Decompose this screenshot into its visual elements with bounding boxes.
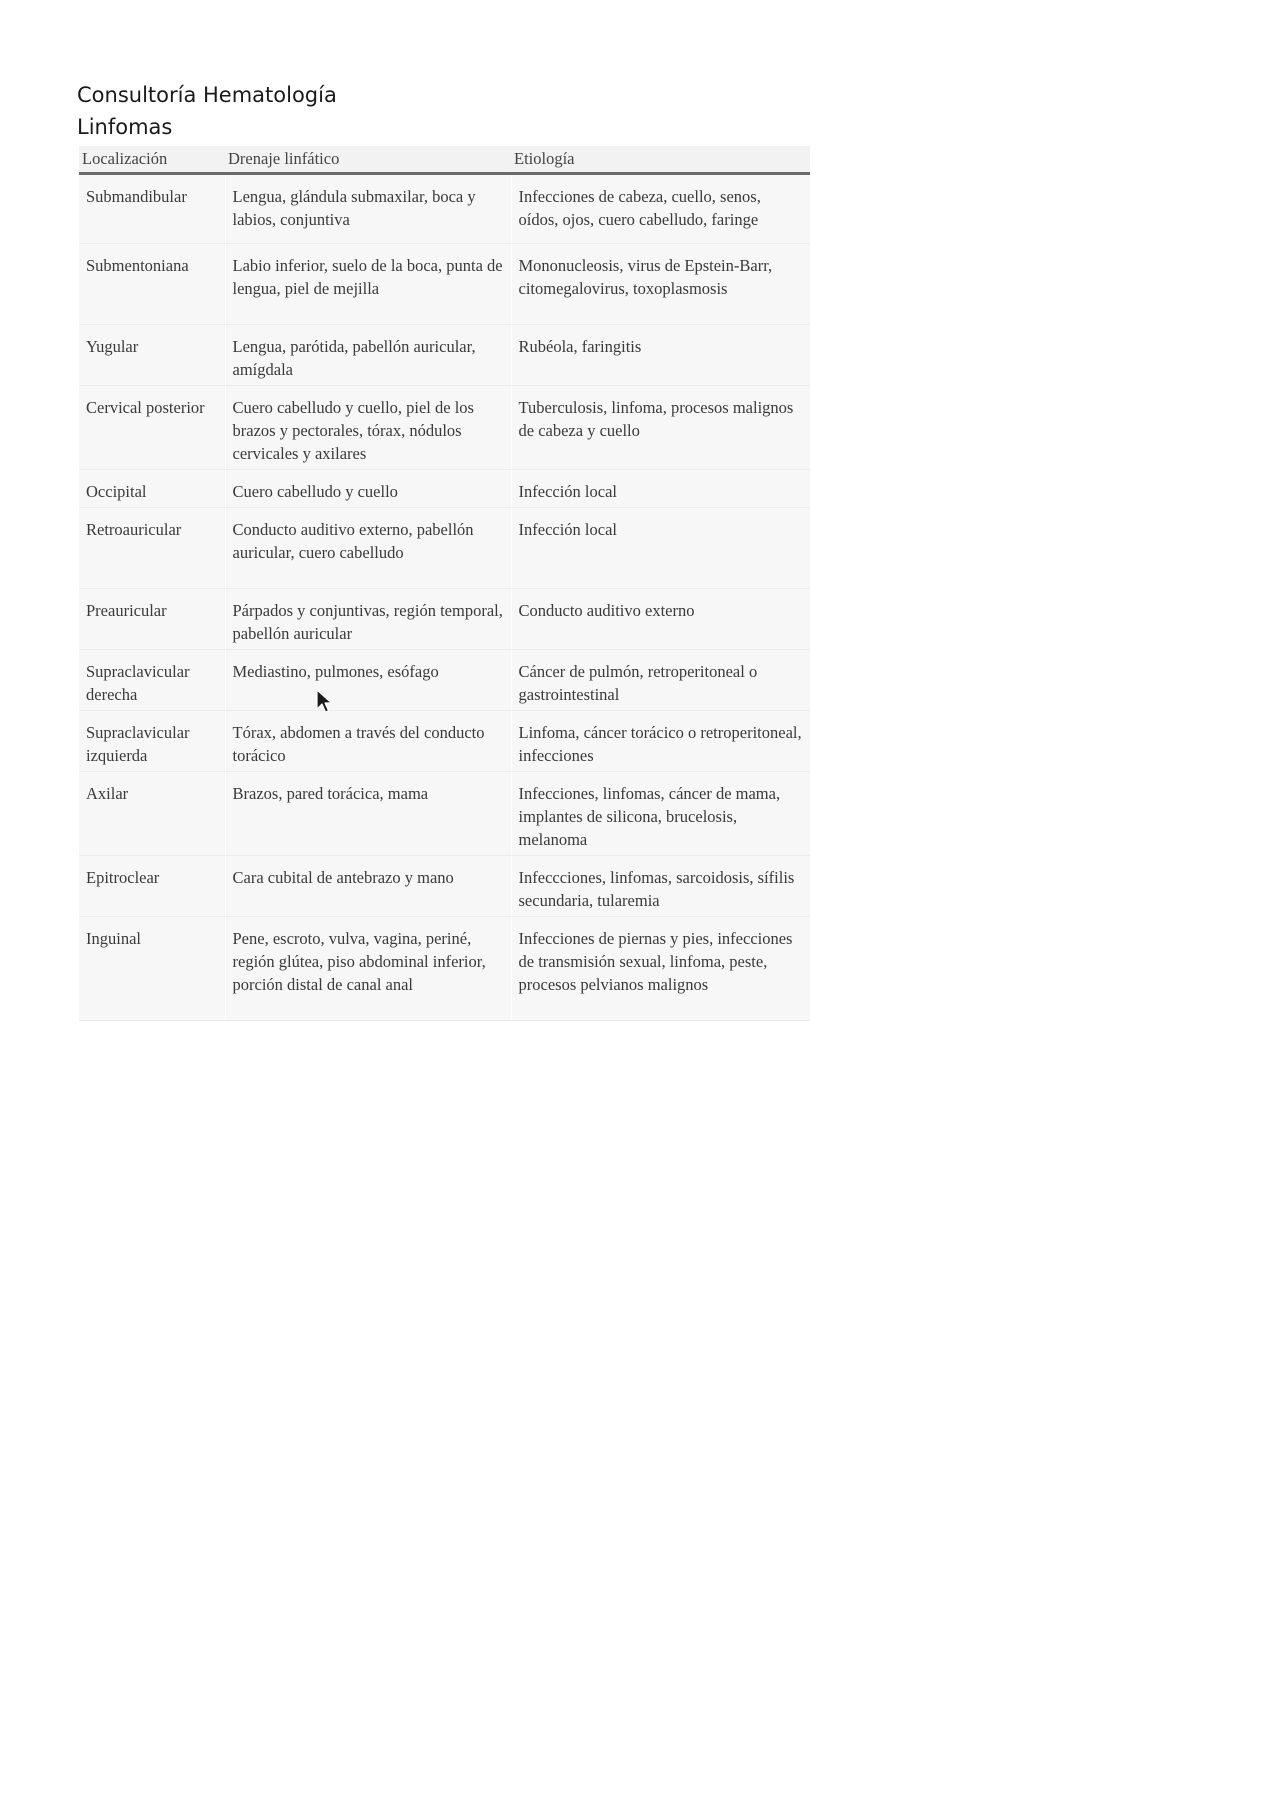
table-row — [79, 244, 810, 325]
header-localizacion: Localización — [79, 146, 225, 174]
cell-etiologia: Infección local — [511, 508, 810, 589]
cell-etiologia: Tuberculosis, linfoma, procesos malignos de cabeza y cuello — [511, 386, 810, 470]
lymph-node-table-image — [79, 146, 810, 1012]
cell-drenaje: Labio inferior, suelo de la boca, punta de lengua, piel de mejilla — [225, 244, 511, 325]
cell-etiologia: Conducto auditivo externo — [511, 589, 810, 650]
cell-etiologia: Infeccciones, linfomas, sarcoidosis, sífilis secundaria, tularemia — [511, 856, 810, 917]
cell-localizacion: Submentoniana — [79, 244, 225, 325]
cell-localizacion: Supraclavicular izquierda — [79, 711, 225, 772]
cell-drenaje: Cara cubital de antebrazo y mano — [225, 856, 511, 917]
header-etiologia: Etiología — [511, 146, 810, 174]
cell-localizacion: Occipital — [79, 470, 225, 508]
document-heading — [77, 79, 337, 143]
table-row — [79, 772, 810, 856]
table-row — [79, 386, 810, 470]
table-row — [79, 589, 810, 650]
table-row — [79, 917, 810, 1021]
table-row — [79, 711, 810, 772]
mouse-pointer-icon — [316, 689, 334, 715]
table-row — [79, 174, 810, 244]
header-drenaje: Drenaje linfático — [225, 146, 511, 174]
cell-drenaje: Cuero cabelludo y cuello — [225, 470, 511, 508]
cell-etiologia: Infecciones, linfomas, cáncer de mama, implantes de silicona, brucelosis, melanoma — [511, 772, 810, 856]
table-row — [79, 856, 810, 917]
lymph-node-table — [79, 146, 810, 1021]
cell-drenaje: Lengua, parótida, pabellón auricular, amígdala — [225, 325, 511, 386]
cell-etiologia: Infección local — [511, 470, 810, 508]
cell-localizacion: Inguinal — [79, 917, 225, 1021]
cell-etiologia: Infecciones de piernas y pies, infecciones de transmisión sexual, linfoma, peste, procesos pelvianos malignos — [511, 917, 810, 1021]
cell-etiologia: Infecciones de cabeza, cuello, senos, oídos, ojos, cuero cabelludo, faringe — [511, 174, 810, 244]
cell-localizacion: Cervical posterior — [79, 386, 225, 470]
cell-drenaje: Tórax, abdomen a través del conducto torácico — [225, 711, 511, 772]
table-header-row — [79, 146, 810, 174]
cell-etiologia: Rubéola, faringitis — [511, 325, 810, 386]
document-title: Consultoría Hematología — [77, 83, 337, 107]
table-row — [79, 470, 810, 508]
cell-localizacion: Preauricular — [79, 589, 225, 650]
table-row — [79, 325, 810, 386]
cell-localizacion: Axilar — [79, 772, 225, 856]
cell-etiologia: Linfoma, cáncer torácico o retroperitoneal, infecciones — [511, 711, 810, 772]
cell-localizacion: Yugular — [79, 325, 225, 386]
cell-drenaje: Pene, escroto, vulva, vagina, periné, región glútea, piso abdominal inferior, porción distal de canal anal — [225, 917, 511, 1021]
document-subtitle: Linfomas — [77, 115, 173, 139]
table-row — [79, 650, 810, 711]
cell-drenaje: Conducto auditivo externo, pabellón auricular, cuero cabelludo — [225, 508, 511, 589]
cell-etiologia: Mononucleosis, virus de Epstein-Barr, citomegalovirus, toxoplasmosis — [511, 244, 810, 325]
cell-drenaje: Mediastino, pulmones, esófago — [225, 650, 511, 711]
cell-drenaje: Brazos, pared torácica, mama — [225, 772, 511, 856]
cell-localizacion: Supraclavicular derecha — [79, 650, 225, 711]
cell-localizacion: Retroauricular — [79, 508, 225, 589]
cell-etiologia: Cáncer de pulmón, retroperitoneal o gastrointestinal — [511, 650, 810, 711]
cell-localizacion: Epitroclear — [79, 856, 225, 917]
cell-drenaje: Lengua, glándula submaxilar, boca y labios, conjuntiva — [225, 174, 511, 244]
table-row — [79, 508, 810, 589]
cell-localizacion: Submandibular — [79, 174, 225, 244]
cell-drenaje: Párpados y conjuntivas, región temporal, pabellón auricular — [225, 589, 511, 650]
cell-drenaje: Cuero cabelludo y cuello, piel de los brazos y pectorales, tórax, nódulos cervicales y axilares — [225, 386, 511, 470]
